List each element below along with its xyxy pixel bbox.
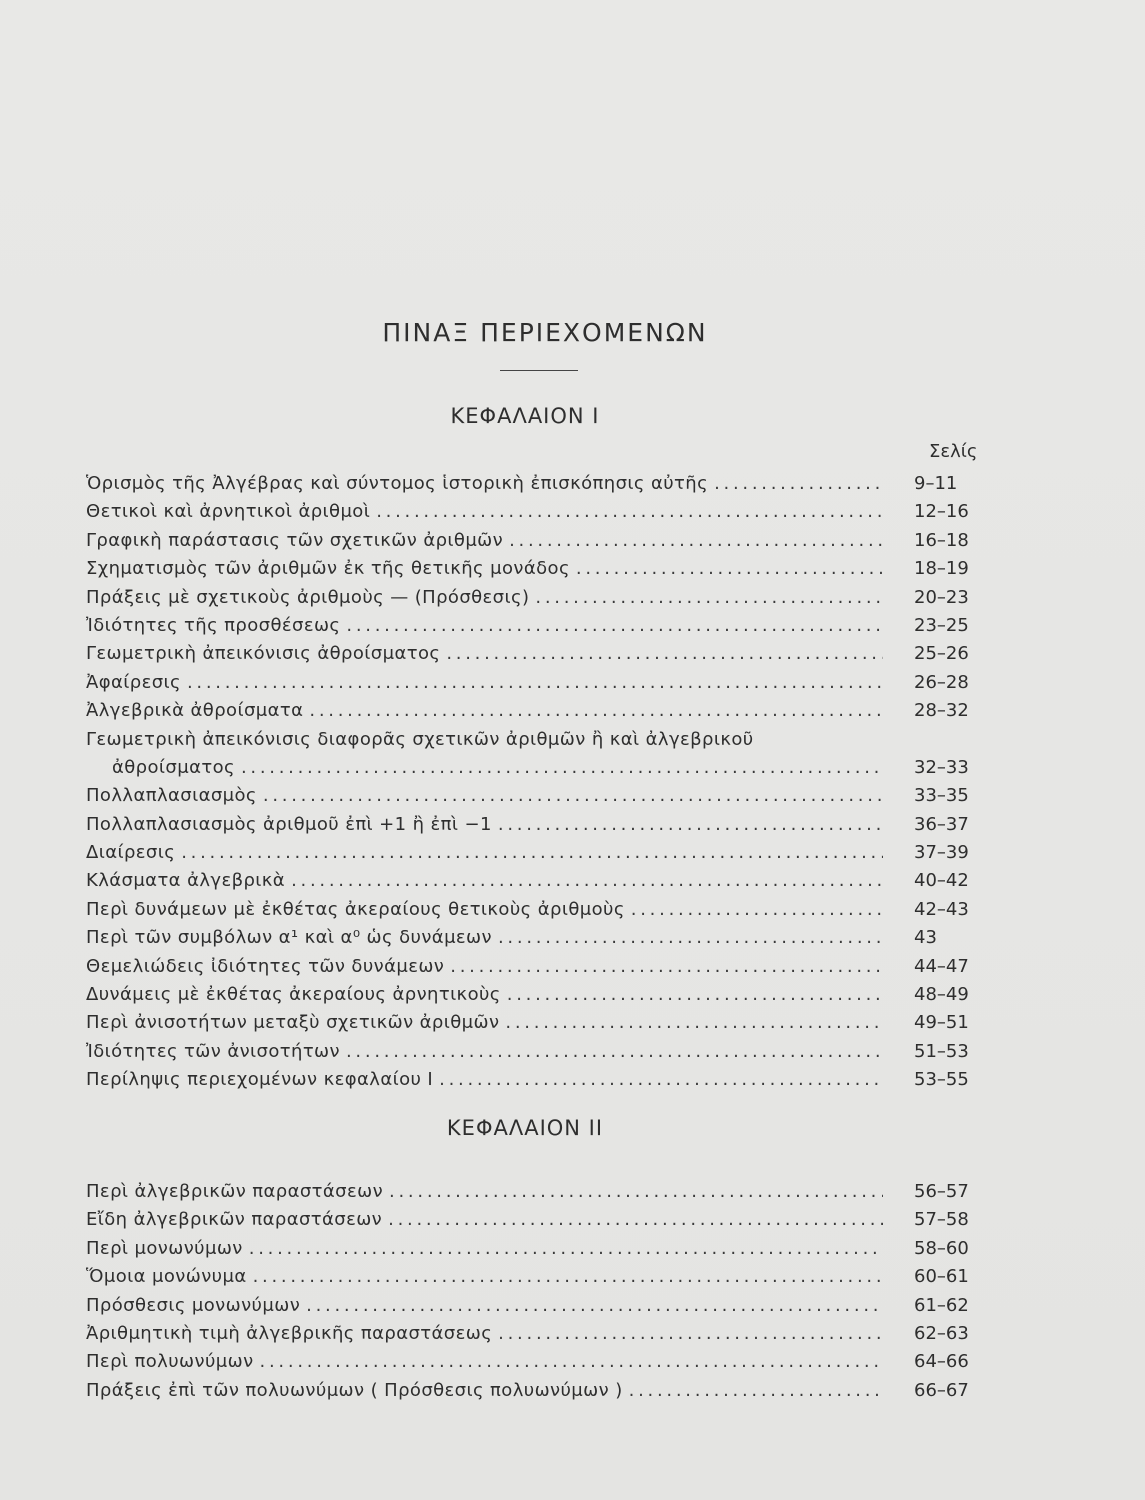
toc-entry — [86, 953, 981, 981]
dot-leader — [346, 612, 883, 640]
toc-entry-text: Κλάσματα ἀλγεβρικὰ — [86, 870, 286, 892]
toc-entry — [86, 1235, 981, 1263]
dot-leader — [450, 953, 883, 981]
toc-entry-text: Πράξεις ἐπὶ τῶν πολυωνύμων ( Πρόσθεσις πολυωνύμων ) — [86, 1379, 623, 1401]
toc-entry-pages: 64–66 — [914, 1351, 969, 1373]
toc-entry — [86, 470, 981, 498]
dot-leader — [260, 1348, 883, 1376]
dot-leader — [306, 1292, 883, 1320]
toc-entry-pages: 53–55 — [914, 1069, 969, 1091]
toc-entry-pages: 62–63 — [914, 1322, 969, 1344]
toc-entry-pages: 51–53 — [914, 1040, 969, 1062]
chapter-heading-1: ΚΕΦΑΛΑΙΟΝ Ι — [450, 404, 600, 428]
toc-entry-text: Δυνάμεις μὲ ἐκθέτας ἀκεραίους ἀρνητικοὺς — [86, 984, 501, 1006]
toc-entry — [86, 1178, 981, 1206]
toc-entry — [86, 1377, 981, 1405]
toc-entry — [86, 527, 981, 555]
toc-entry — [86, 782, 981, 810]
toc-entry-pages: 26–28 — [914, 671, 969, 693]
toc-entry — [86, 1263, 981, 1291]
toc-entry-pages: 58–60 — [914, 1237, 969, 1259]
dot-leader — [388, 1206, 883, 1234]
toc-entry-pages: 36–37 — [914, 813, 969, 835]
toc-entry-text: Περίληψις περιεχομένων κεφαλαίου Ι — [86, 1069, 434, 1091]
toc-entry-text: Ἰδιότητες τῶν ἀνισοτήτων — [86, 1040, 340, 1062]
toc-entry-text: Ἀλγεβρικὰ ἀθροίσματα — [86, 700, 304, 722]
dot-leader — [241, 754, 883, 782]
toc-entry — [86, 555, 981, 583]
toc-entry-pages: 43 — [914, 927, 937, 949]
page-title: ΠΙΝΑΞ ΠΕΡΙΕΧΟΜΕΝΩΝ — [382, 318, 708, 347]
toc-entry-pages: 18–19 — [914, 558, 969, 580]
toc-entry-pages: 9–11 — [914, 473, 958, 494]
dot-leader — [253, 1263, 883, 1291]
toc-entry-pages: 40–42 — [914, 870, 969, 892]
toc-entry-text: Περὶ τῶν συμβόλων α¹ καὶ α⁰ ὡς δυνάμεων — [86, 927, 492, 949]
toc-entry-text: Περὶ ἀλγεβρικῶν παραστάσεων — [86, 1181, 384, 1202]
toc-entry-text: Πρόσθεσις μονωνύμων — [86, 1294, 301, 1316]
dot-leader — [346, 1038, 883, 1066]
toc-entry-pages: 42–43 — [914, 898, 969, 920]
dot-leader — [498, 924, 883, 952]
toc-entry-text: Εἴδη ἀλγεβρικῶν παραστάσεων — [86, 1209, 383, 1231]
toc-entry — [86, 1348, 981, 1376]
toc-entry-text: Ὁρισμὸς τῆς Ἀλγέβρας καὶ σύντομος ἱστορικὴ ἐπισκόπησις αὐτῆς — [86, 473, 709, 494]
toc-entry-pages: 48–49 — [914, 984, 969, 1006]
toc-entry — [86, 1320, 981, 1348]
dot-leader — [505, 1009, 883, 1037]
toc-entry — [86, 1009, 981, 1037]
dot-leader — [714, 470, 883, 498]
toc-entry-text: Θεμελιώδεις ἰδιότητες τῶν δυνάμεων — [86, 955, 445, 977]
toc-entry — [86, 839, 981, 867]
toc-entry-pages: 28–32 — [914, 700, 969, 722]
toc-entry-pages: 49–51 — [914, 1012, 969, 1034]
toc-entry-text: Ἀριθμητικὴ τιμὴ ἀλγεβρικῆς παραστάσεως — [86, 1322, 493, 1344]
toc-entry-pages: 16–18 — [914, 529, 969, 551]
toc-entry-pages: 37–39 — [914, 842, 969, 864]
toc-entry-pages: 66–67 — [914, 1379, 969, 1401]
chapter-heading-2: ΚΕΦΑΛΑΙΟΝ ΙΙ — [446, 1116, 604, 1140]
dot-leader — [309, 697, 883, 725]
toc-entry-pages: 20–23 — [914, 586, 969, 608]
toc-entry-text: Ἰδιότητες τῆς προσθέσεως — [86, 614, 341, 636]
dot-leader — [631, 896, 883, 924]
toc-entry-text: Περὶ δυνάμεων μὲ ἐκθέτας ἀκεραίους θετικοὺς ἀριθμοὺς — [86, 898, 625, 920]
toc-entry — [86, 669, 981, 697]
toc-entry-text: Περὶ μονωνύμων — [86, 1237, 243, 1259]
dot-leader — [446, 640, 883, 668]
toc-entry-text: Περὶ ἀνισοτήτων μεταξὺ σχετικῶν ἀριθμῶν — [86, 1012, 500, 1034]
toc-entry-text: Γεωμετρικὴ ἀπεικόνισις διαφορᾶς σχετικῶν ἀριθμῶν ἢ καὶ ἀλγεβρικοῦ — [86, 728, 754, 750]
toc-entry-pages: 60–61 — [914, 1266, 969, 1288]
title-divider — [500, 370, 578, 371]
dot-leader — [439, 1066, 883, 1094]
page-column-label: Σελίς — [929, 441, 978, 462]
toc-entry — [86, 924, 981, 952]
dot-leader — [187, 669, 883, 697]
dot-leader — [376, 498, 883, 526]
toc-entry-pages: 12–16 — [914, 501, 969, 523]
toc-list-chapter-1 — [86, 470, 981, 1095]
toc-entry — [86, 1066, 981, 1094]
toc-entry — [86, 612, 981, 640]
toc-entry-text: Θετικοὶ καὶ ἀρνητικοὶ ἀριθμοὶ — [86, 501, 371, 523]
toc-entry — [86, 981, 981, 1009]
toc-entry-text-continued: ἀθροίσματος — [112, 756, 235, 778]
toc-entry-pages: 23–25 — [914, 614, 969, 636]
toc-entry — [86, 867, 981, 895]
toc-entry-pages: 44–47 — [914, 955, 969, 977]
toc-entry-text: Γεωμετρικὴ ἀπεικόνισις ἀθροίσματος — [86, 643, 441, 665]
dot-leader — [509, 527, 883, 555]
dot-leader — [629, 1377, 883, 1405]
toc-entry-text: Γραφικὴ παράστασις τῶν σχετικῶν ἀριθμῶν — [86, 529, 504, 551]
toc-entry — [86, 1206, 981, 1234]
dot-leader — [498, 1320, 883, 1348]
toc-entry-pages: 25–26 — [914, 643, 969, 665]
toc-entry — [86, 697, 981, 725]
toc-entry-text: Πράξεις μὲ σχετικοὺς ἀριθμοὺς — (Πρόσθεσις) — [86, 586, 530, 608]
dot-leader — [249, 1235, 883, 1263]
toc-entry-pages: 61–62 — [914, 1294, 969, 1316]
toc-entry — [86, 1292, 981, 1320]
dot-leader — [576, 555, 883, 583]
toc-entry — [86, 896, 981, 924]
dot-leader — [498, 811, 883, 839]
toc-entry — [86, 584, 981, 612]
toc-entry-text: Περὶ πολυωνύμων — [86, 1351, 254, 1373]
toc-entry-pages: 57–58 — [914, 1209, 969, 1231]
dot-leader — [507, 981, 883, 1009]
toc-entry-text: Ὅμοια μονώνυμα — [86, 1266, 247, 1288]
toc-entry — [86, 640, 981, 668]
toc-entry-pages: 32–33 — [914, 756, 969, 778]
toc-entry — [86, 811, 981, 839]
dot-leader — [263, 782, 883, 810]
toc-entry — [86, 726, 981, 783]
toc-list-chapter-2 — [86, 1178, 981, 1405]
dot-leader — [535, 584, 883, 612]
toc-entry-text: Πολλαπλασιασμὸς ἀριθμοῦ ἐπὶ +1 ἢ ἐπὶ −1 — [86, 813, 492, 835]
toc-entry — [86, 1038, 981, 1066]
dot-leader — [181, 839, 883, 867]
dot-leader — [291, 867, 883, 895]
toc-entry-text: Ἀφαίρεσις — [86, 671, 181, 693]
dot-leader — [389, 1178, 883, 1206]
toc-entry — [86, 498, 981, 526]
toc-entry-text: Σχηματισμὸς τῶν ἀριθμῶν ἐκ τῆς θετικῆς μονάδος — [86, 558, 570, 580]
toc-entry-text: Πολλαπλασιασμὸς — [86, 785, 257, 807]
toc-entry-pages: 56–57 — [914, 1181, 969, 1202]
toc-entry-pages: 33–35 — [914, 785, 969, 807]
toc-entry-text: Διαίρεσις — [86, 842, 176, 864]
